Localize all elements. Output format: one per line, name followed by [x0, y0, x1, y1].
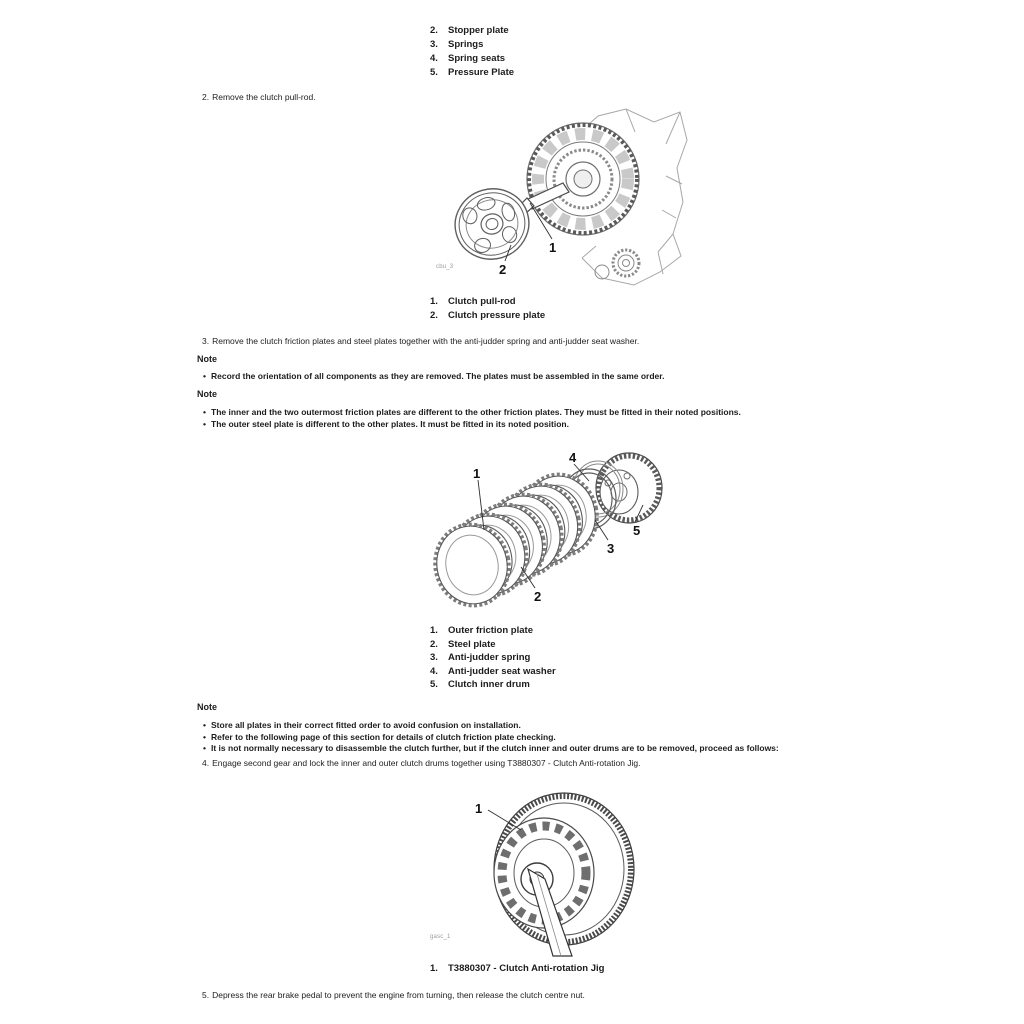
legend-item-label: Steel plate: [448, 638, 496, 650]
note-block: [197, 702, 779, 755]
figure-3-illustration: [424, 784, 664, 957]
legend-item-number: 3.: [430, 652, 438, 663]
figure-callout-2: 2: [534, 589, 542, 604]
legend-item: [430, 640, 556, 650]
legend-item-number: 2.: [430, 638, 438, 650]
figure-callout-1: 1: [473, 466, 481, 481]
note-bullet-list: [197, 371, 664, 383]
legend-item: [430, 311, 545, 321]
outer-drum: [494, 793, 634, 945]
legend-item: [430, 68, 514, 78]
note-bullet: • The inner and the two outermost friction plates are different to the other friction plates. They must be fitted in their noted positions.: [211, 407, 741, 419]
figure-callout-5: 5: [633, 523, 641, 538]
note-bullet: • Store all plates in their correct fitted order to avoid confusion on installation.: [211, 720, 779, 732]
legend-item-number: 1.: [430, 963, 438, 974]
figure-callout-1: 1: [475, 801, 483, 816]
note-title: Note: [197, 702, 217, 712]
legend-item-number: 1.: [430, 296, 438, 307]
legend-item: [430, 297, 545, 307]
legend-item-label: Clutch pull-rod: [448, 296, 516, 307]
legend-item: [430, 26, 514, 36]
legend-item-label: Clutch inner drum: [448, 679, 530, 690]
legend-item-label: Pressure Plate: [448, 67, 515, 78]
note-bullet: • Record the orientation of all components as they are removed. The plates must be assembled in the same order.: [211, 371, 664, 383]
figure-callout-4: 4: [569, 450, 577, 465]
step-text: Engage second gear and lock the inner and outer clutch drums together using T3880307 - Clutch Anti-rotation Jig.: [212, 758, 641, 768]
note-bullet: • It is not normally necessary to disassemble the clutch further, but if the clutch inner and outer drums are to be removed, proceed as follows:: [211, 743, 779, 755]
step-number: 5.: [202, 990, 210, 1000]
note-title: Note: [197, 389, 217, 399]
figure-clutch-plates: [422, 438, 680, 623]
pressure-plate: [447, 180, 537, 268]
step-text: Remove the clutch friction plates and steel plates together with the anti-judder spring and anti-judder seat washer.: [212, 336, 640, 346]
figure-watermark: gasc_1: [430, 934, 451, 940]
legend-item-label: Outer friction plate: [448, 625, 533, 636]
step-text: Remove the clutch pull-rod.: [212, 92, 316, 102]
step-text: Depress the rear brake pedal to prevent the engine from turning, then release the clutch centre nut.: [212, 990, 585, 1000]
step-4: [202, 758, 641, 768]
top-figure-legend: [430, 26, 514, 82]
figure-2-illustration: [422, 438, 680, 623]
idler-gear: [595, 250, 639, 279]
legend-item: [430, 40, 514, 50]
figure-callout-1: 1: [549, 240, 557, 255]
legend-item: [430, 54, 514, 64]
legend-item-number: 4.: [430, 665, 438, 677]
legend-item-number: 4.: [430, 53, 438, 64]
legend-item-number: 5.: [430, 67, 438, 78]
figure-callout-3: 3: [607, 541, 615, 556]
figure-3-legend: [430, 964, 604, 978]
figure-2-legend: [430, 626, 556, 694]
legend-item: [430, 964, 604, 974]
note-bullet-list: [197, 407, 741, 430]
note-block: [197, 389, 741, 430]
figure-watermark: cbu_3: [436, 264, 454, 270]
clutch-drum: [527, 123, 639, 235]
figure-1-legend: [430, 297, 545, 324]
note-title: Note: [197, 354, 217, 364]
legend-item-number: 1.: [430, 625, 438, 636]
note-bullet-list: [197, 720, 779, 755]
step-3: [202, 336, 639, 346]
figure-anti-rotation-jig: [424, 784, 664, 957]
figure-1-illustration: [430, 106, 690, 294]
legend-item-label: Clutch pressure plate: [448, 309, 546, 321]
figure-callout-2: 2: [499, 262, 507, 277]
step-2: [202, 92, 316, 102]
legend-item-label: Anti-judder seat washer: [448, 665, 556, 677]
legend-item-label: Spring seats: [448, 53, 506, 64]
legend-item: [430, 667, 556, 677]
legend-item-number: 2.: [430, 309, 438, 321]
legend-item-number: 3.: [430, 39, 438, 50]
step-number: 3.: [202, 336, 210, 346]
note-bullet: • The outer steel plate is different to the other plates. It must be fitted in its noted position.: [211, 419, 741, 431]
legend-item-label: Anti-judder spring: [448, 652, 531, 663]
step-5: [202, 990, 585, 1000]
legend-item-number: 2.: [430, 25, 438, 36]
step-number: 4.: [202, 758, 210, 768]
legend-item-number: 5.: [430, 679, 438, 690]
note-bullet: • Refer to the following page of this section for details of clutch friction plate checking.: [211, 732, 779, 744]
legend-item-label: T3880307 - Clutch Anti-rotation Jig: [448, 963, 605, 974]
plate-stack: [427, 467, 604, 613]
note-block: [197, 354, 664, 383]
legend-item-label: Springs: [448, 39, 484, 50]
legend-item-label: Stopper plate: [448, 25, 509, 36]
step-number: 2.: [202, 92, 210, 102]
legend-item: [430, 626, 556, 636]
legend-item: [430, 653, 556, 663]
legend-item: [430, 680, 556, 690]
figure-clutch-pull-rod: [430, 106, 690, 294]
